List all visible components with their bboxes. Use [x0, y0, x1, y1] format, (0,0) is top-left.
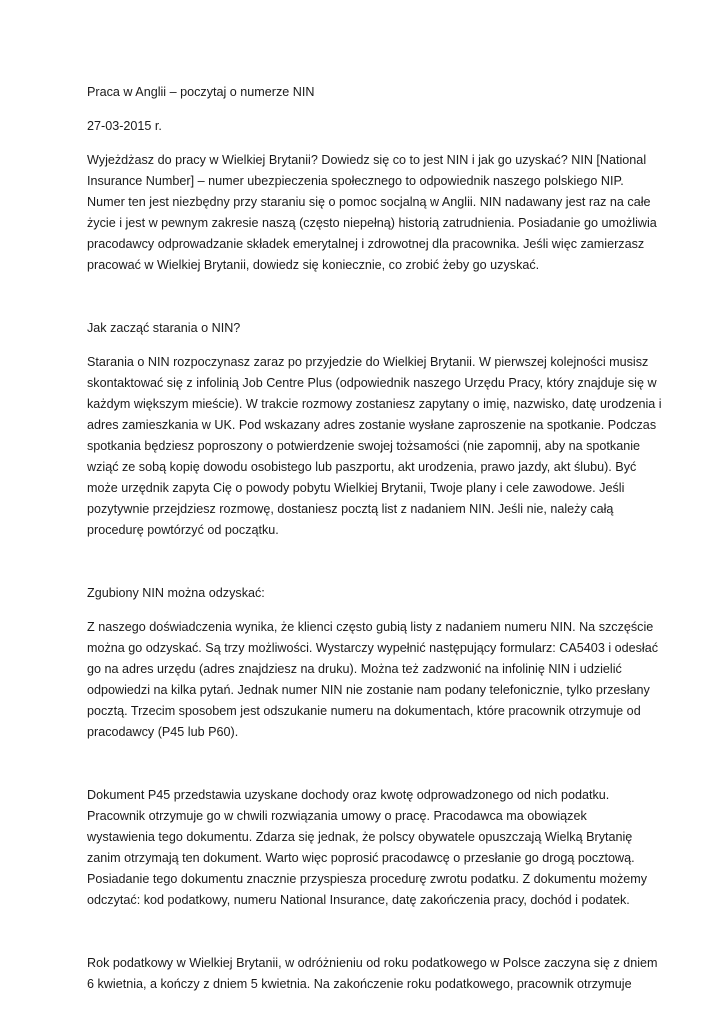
- section-paragraph-tax-year: [87, 953, 658, 995]
- paragraph-line: skontaktować się z infolinią Job Centre Plus (odpowiednik naszego Urzędu Pracy, który znajduje się w: [87, 376, 657, 390]
- paragraph-line: Starania o NIN rozpoczynasz zaraz po przyjedzie do Wielkiej Brytanii. W pierwszej kolejności musisz: [87, 355, 649, 369]
- paragraph-line: wystawienia tego dokumentu. Zdarza się jednak, że polscy obywatele opuszczają Wielką Brytanię: [87, 830, 633, 844]
- paragraph-line: pracodawcy odprowadzanie składek emerytalnej i zdrowotnej dla pracownika. Jeśli więc zamierzasz: [87, 237, 645, 251]
- paragraph-line: Posiadanie tego dokumentu znacznie przyspiesza procedurę zwrotu podatku. Z dokumentu możemy: [87, 872, 648, 886]
- paragraph-line: pracodawcy (P45 lub P60).: [87, 725, 239, 739]
- paragraph-line: procedurę powtórzyć od początku.: [87, 523, 279, 537]
- paragraph-line: Pracownik otrzymuje go w chwili rozwiązania umowy o pracę. Pracodawca ma obowiązek: [87, 809, 587, 823]
- document-body: [87, 82, 662, 995]
- paragraph-line: wziąć ze sobą kopię dowodu osobistego lub paszportu, akt urodzenia, prawo jazdy, akt ślubu). Być: [87, 460, 637, 474]
- paragraph-line: go na adres urzędu (adres znajdziesz na druku). Można też zadzwonić na infolinię NIN i udzielić: [87, 662, 622, 676]
- paragraph-line: odpowiedzi na kilka pytań. Jednak numer NIN nie zostanie nam podany telefonicznie, tylko przesłany: [87, 683, 650, 697]
- paragraph-line: pracować w Wielkiej Brytanii, dowiedz się koniecznie, co zrobić żeby go uzyskać.: [87, 258, 540, 272]
- paragraph-line: można go odzyskać. Są trzy możliwości. Wystarczy wypełnić następujący formularz: CA5403 i odesłać: [87, 641, 659, 655]
- spacer: [87, 604, 643, 617]
- spacer: [87, 911, 643, 953]
- document-date: 27-03-2015 r.: [87, 119, 162, 133]
- paragraph-line: Insurance Number] – numer ubezpieczenia społecznego to odpowiednik naszego polskiego NIP.: [87, 174, 624, 188]
- paragraph-line: Z naszego doświadczenia wynika, że klienci często gubią listy z nadaniem numeru NIN. Na szczęście: [87, 620, 654, 634]
- paragraph-line: Rok podatkowy w Wielkiej Brytanii, w odróżnieniu od roku podatkowego w Polsce zaczyna się z dniem: [87, 956, 658, 970]
- paragraph-line: Dokument P45 przedstawia uzyskane dochody oraz kwotę odprowadzonego od nich podatku.: [87, 788, 610, 802]
- spacer: [87, 276, 643, 318]
- section-paragraph-lost-nin: [87, 617, 659, 743]
- paragraph-line: każdym większym mieście). W trakcie rozmowy zostaniesz zapytany o imię, nazwisko, datę urodzenia i: [87, 397, 662, 411]
- document-title: Praca w Anglii – poczytaj o numerze NIN: [87, 85, 315, 99]
- section-paragraph-p45: [87, 785, 648, 911]
- paragraph-line: 6 kwietnia, a kończy z dniem 5 kwietnia. Na zakończenie roku podatkowego, pracownik otrzymuje: [87, 977, 632, 991]
- section-heading-start-nin: Jak zacząć starania o NIN?: [87, 321, 241, 335]
- paragraph-line: życie i jest w pewnym zakresie naszą (często niepełną) historią zatrudnienia. Posiadanie go umożliwia: [87, 216, 657, 230]
- paragraph-line: odczytać: kod podatkowy, numeru National Insurance, datę zakończenia pracy, dochód i podatek.: [87, 893, 630, 907]
- paragraph-line: adres zamieszkania w UK. Pod wskazany adres zostanie wysłane zaproszenie na spotkanie. Podczas: [87, 418, 657, 432]
- paragraph-line: zanim otrzymają ten dokument. Warto więc poprosić pracodawcę o przesłanie go drogą pocztową.: [87, 851, 635, 865]
- spacer: [87, 541, 643, 583]
- paragraph-line: pocztą. Trzecim sposobem jest odszukanie numeru na dokumentach, które pracownik otrzymuje od: [87, 704, 641, 718]
- section-paragraph-start-nin: [87, 352, 662, 541]
- paragraph-line: spotkania będziesz poproszony o potwierdzenie swojej tożsamości (nie zapomnij, aby na spotkanie: [87, 439, 641, 453]
- paragraph-line: Numer ten jest niezbędny przy staraniu się o pomoc socjalną w Anglii. NIN nadawany jest raz na całe: [87, 195, 651, 209]
- paragraph-line: pozytywnie przejdziesz rozmowę, dostaniesz pocztą list z nadaniem NIN. Jeśli nie, należy całą: [87, 502, 614, 516]
- section-heading-lost-nin: Zgubiony NIN można odzyskać:: [87, 586, 265, 600]
- paragraph-line: Wyjeżdżasz do pracy w Wielkiej Brytanii? Dowiedz się co to jest NIN i jak go uzyskać? NIN [National: [87, 153, 647, 167]
- spacer: [87, 339, 643, 352]
- intro-paragraph: [87, 150, 657, 276]
- spacer: [87, 743, 643, 785]
- paragraph-line: może urzędnik zapyta Cię o powody pobytu Wielkiej Brytanii, Twoje plany i cele zawodowe. Jeśli: [87, 481, 625, 495]
